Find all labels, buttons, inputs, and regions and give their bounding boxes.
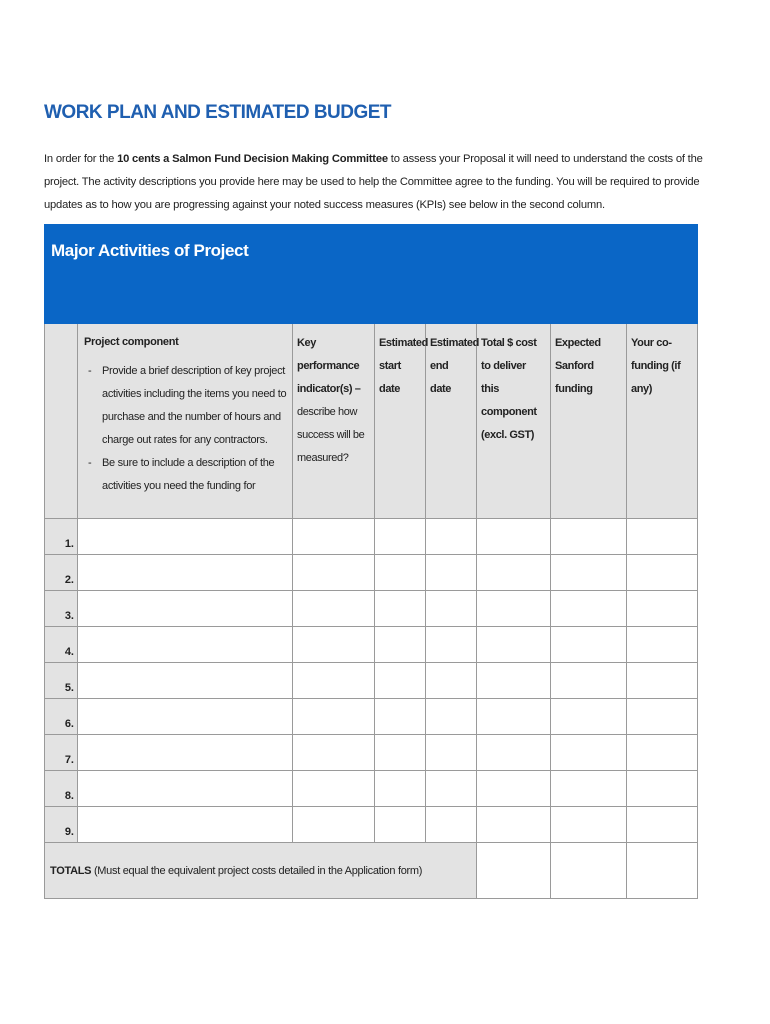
- end-date-input[interactable]: [426, 627, 477, 663]
- kpi-input[interactable]: [293, 663, 375, 699]
- total-cost-input[interactable]: [477, 807, 551, 843]
- expected-funding-sum-input[interactable]: [551, 843, 627, 899]
- co-funding-input[interactable]: [627, 519, 698, 555]
- end-date-input[interactable]: [426, 699, 477, 735]
- instruction-item: - Be sure to include a description of the activities you need the funding for: [88, 457, 275, 492]
- header-project-component: [78, 324, 293, 519]
- start-date-input[interactable]: [375, 591, 426, 627]
- project-component-title: Project component: [84, 336, 179, 348]
- expected-funding-input[interactable]: [551, 519, 627, 555]
- table-row: [45, 627, 698, 663]
- project-component-input[interactable]: [78, 699, 293, 735]
- table-row: [45, 591, 698, 627]
- table-row: [45, 699, 698, 735]
- total-cost-input[interactable]: [477, 591, 551, 627]
- header-total-cost: Total $ cost to deliver this component (excl. GST): [477, 324, 551, 519]
- kpi-input[interactable]: [293, 699, 375, 735]
- table-banner: Major Activities of Project: [45, 225, 698, 324]
- expected-funding-input[interactable]: [551, 627, 627, 663]
- intro-text-end: to assess your Proposal it will need to understand the costs of the project. The activity descriptions you provide here may be used to help the Committee agree to the funding. You will be required to provide updates as to how you are progressing against your noted success measures (KPIs) see below in the second column.: [44, 153, 703, 211]
- total-cost-input[interactable]: [477, 519, 551, 555]
- row-number: 1.: [45, 519, 78, 555]
- end-date-input[interactable]: [426, 519, 477, 555]
- co-funding-input[interactable]: [627, 699, 698, 735]
- component-instructions: [84, 360, 288, 498]
- committee-name: 10 cents a Salmon Fund Decision Making Committee: [117, 153, 388, 165]
- work-plan-table: [44, 224, 698, 899]
- kpi-input[interactable]: [293, 591, 375, 627]
- kpi-input[interactable]: [293, 771, 375, 807]
- total-cost-input[interactable]: [477, 627, 551, 663]
- page-title: WORK PLAN AND ESTIMATED BUDGET: [44, 102, 392, 123]
- expected-funding-input[interactable]: [551, 591, 627, 627]
- table-header-row: [45, 324, 698, 519]
- kpi-input[interactable]: [293, 627, 375, 663]
- table-row: [45, 555, 698, 591]
- start-date-input[interactable]: [375, 735, 426, 771]
- row-number: 4.: [45, 627, 78, 663]
- table-row: [45, 663, 698, 699]
- co-funding-input[interactable]: [627, 735, 698, 771]
- start-date-input[interactable]: [375, 771, 426, 807]
- header-end-date: Estimated end date: [426, 324, 477, 519]
- co-funding-input[interactable]: [627, 555, 698, 591]
- kpi-input[interactable]: [293, 807, 375, 843]
- kpi-input[interactable]: [293, 555, 375, 591]
- expected-funding-input[interactable]: [551, 699, 627, 735]
- end-date-input[interactable]: [426, 807, 477, 843]
- co-funding-input[interactable]: [627, 807, 698, 843]
- project-component-input[interactable]: [78, 663, 293, 699]
- header-start-date: Estimated start date: [375, 324, 426, 519]
- total-cost-sum-input[interactable]: [477, 843, 551, 899]
- project-component-input[interactable]: [78, 807, 293, 843]
- total-cost-input[interactable]: [477, 663, 551, 699]
- header-expected-funding: Expected Sanford funding: [551, 324, 627, 519]
- end-date-input[interactable]: [426, 555, 477, 591]
- start-date-input[interactable]: [375, 699, 426, 735]
- co-funding-sum-input[interactable]: [627, 843, 698, 899]
- header-number-cell: [45, 324, 78, 519]
- total-cost-input[interactable]: [477, 735, 551, 771]
- table-row: [45, 807, 698, 843]
- expected-funding-input[interactable]: [551, 735, 627, 771]
- total-cost-input[interactable]: [477, 555, 551, 591]
- row-number: 8.: [45, 771, 78, 807]
- co-funding-input[interactable]: [627, 663, 698, 699]
- project-component-input[interactable]: [78, 735, 293, 771]
- expected-funding-input[interactable]: [551, 663, 627, 699]
- total-cost-input[interactable]: [477, 699, 551, 735]
- expected-funding-input[interactable]: [551, 807, 627, 843]
- kpi-input[interactable]: [293, 735, 375, 771]
- intro-paragraph: [44, 148, 712, 217]
- row-number: 7.: [45, 735, 78, 771]
- start-date-input[interactable]: [375, 519, 426, 555]
- header-co-funding: Your co-funding (if any): [627, 324, 698, 519]
- start-date-input[interactable]: [375, 627, 426, 663]
- start-date-input[interactable]: [375, 555, 426, 591]
- table-row: [45, 735, 698, 771]
- start-date-input[interactable]: [375, 807, 426, 843]
- project-component-input[interactable]: [78, 519, 293, 555]
- project-component-input[interactable]: [78, 555, 293, 591]
- table-row: [45, 519, 698, 555]
- project-component-input[interactable]: [78, 771, 293, 807]
- expected-funding-input[interactable]: [551, 771, 627, 807]
- table-row: [45, 771, 698, 807]
- row-number: 3.: [45, 591, 78, 627]
- co-funding-input[interactable]: [627, 627, 698, 663]
- project-component-input[interactable]: [78, 591, 293, 627]
- project-component-input[interactable]: [78, 627, 293, 663]
- co-funding-input[interactable]: [627, 771, 698, 807]
- row-number: 6.: [45, 699, 78, 735]
- instruction-item: - Provide a brief description of key project activities including the items you need to purchase and the number of hours and charge out rates for any contractors.: [88, 365, 287, 446]
- end-date-input[interactable]: [426, 735, 477, 771]
- total-cost-input[interactable]: [477, 771, 551, 807]
- start-date-input[interactable]: [375, 663, 426, 699]
- kpi-input[interactable]: [293, 519, 375, 555]
- row-number: 5.: [45, 663, 78, 699]
- totals-label: TOTALS (Must equal the equivalent project costs detailed in the Application form): [45, 843, 477, 899]
- header-kpi: Key performance indicator(s) – describe how success will be measured?: [293, 324, 375, 519]
- co-funding-input[interactable]: [627, 591, 698, 627]
- expected-funding-input[interactable]: [551, 555, 627, 591]
- end-date-input[interactable]: [426, 663, 477, 699]
- totals-row: [45, 843, 698, 899]
- row-number: 2.: [45, 555, 78, 591]
- row-number: 9.: [45, 807, 78, 843]
- intro-text-start: In order for the: [44, 153, 118, 165]
- end-date-input[interactable]: [426, 771, 477, 807]
- end-date-input[interactable]: [426, 591, 477, 627]
